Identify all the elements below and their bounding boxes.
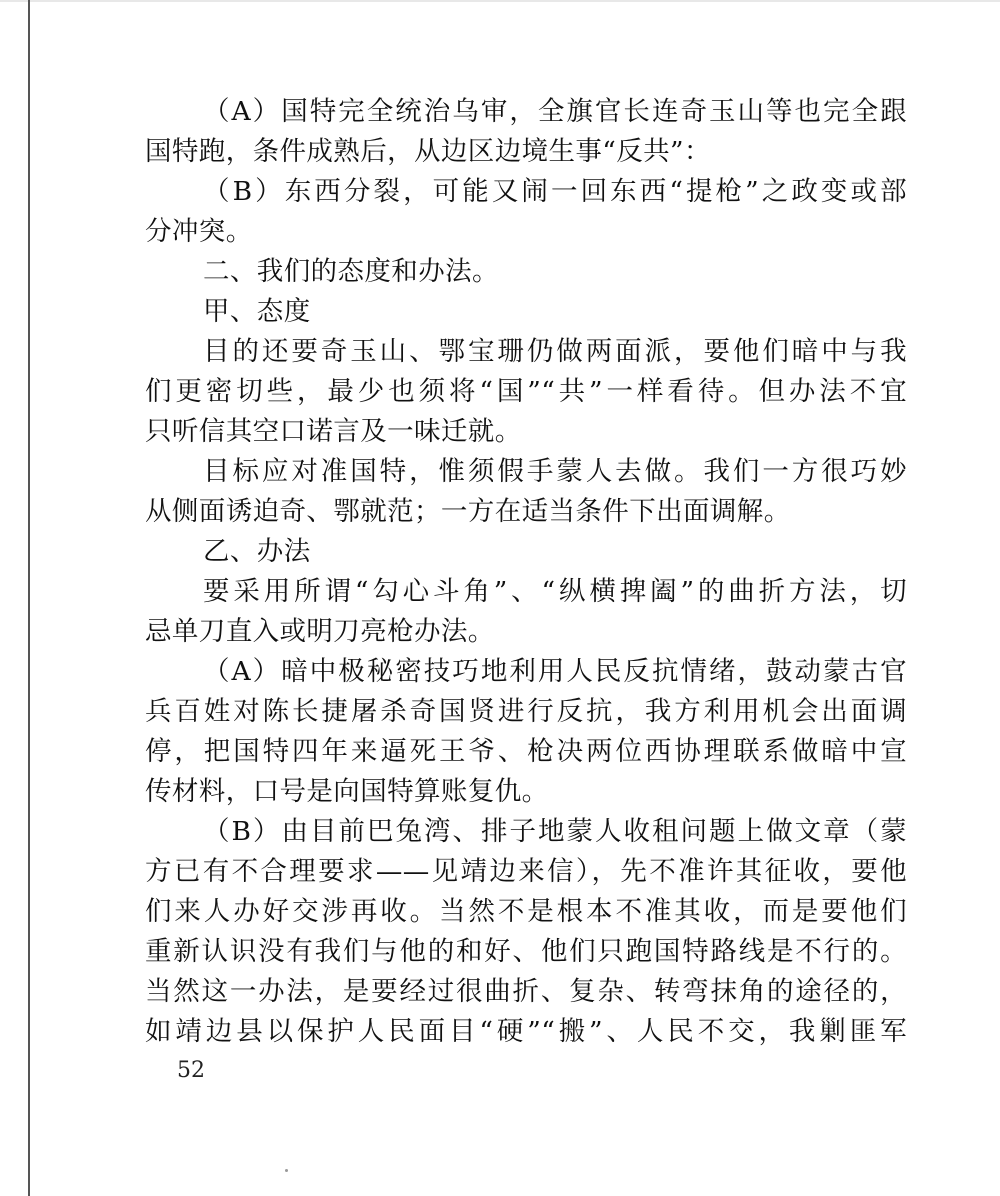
text-line: 传材料，口号是向国特算账复仇。	[145, 776, 549, 807]
text-line: 们来人办好交涉再收。当然不是根本不准其收，而是要他们	[145, 896, 907, 927]
scan-speck	[285, 1169, 288, 1172]
text-line: 要采用所谓“勾心斗角”、“纵横捭阖”的曲折方法，切	[203, 576, 907, 607]
text-line: 目标应对准国特，惟须假手蒙人去做。我们一方很巧妙	[203, 456, 907, 487]
text-line: 重新认识没有我们与他的和好、他们只跑国特路线是不行的。	[145, 936, 907, 967]
book-spine-rule	[28, 0, 30, 1196]
subheading-attitude: 甲、态度	[203, 296, 311, 327]
text-line: 目的还要奇玉山、鄂宝珊仍做两面派，要他们暗中与我	[203, 336, 907, 367]
text-line: 方已有不合理要求——见靖边来信），先不准许其征收，要他	[145, 856, 907, 887]
text-line: 分冲突。	[145, 216, 253, 247]
paragraph-purpose	[145, 332, 907, 452]
text-line: 从侧面诱迫奇、鄂就范；一方在适当条件下出面调解。	[145, 496, 791, 527]
paragraph-b-method	[145, 812, 907, 1052]
text-line: 兵百姓对陈长捷屠杀奇国贤进行反抗，我方利用机会出面调	[145, 696, 907, 727]
text-line: （B）东西分裂，可能又闹一回东西“提枪”之政变或部	[203, 176, 907, 207]
text-line: 只听信其空口诺言及一味迁就。	[145, 416, 522, 447]
text-line: 们更密切些，最少也须将“国”“共”一样看待。但办法不宜	[145, 376, 907, 407]
paragraph-a-scenario	[145, 92, 907, 172]
text-line: 如靖边县以保护人民面目“硬”“搬”、人民不交，我剿匪军	[145, 1016, 907, 1047]
text-line: 国特跑，条件成熟后，从边区边境生事“反共”：	[145, 136, 711, 167]
paragraph-a-method	[145, 652, 907, 812]
subheading-methods: 乙、办法	[203, 536, 311, 567]
paragraph-target	[145, 452, 907, 532]
document-page	[145, 92, 907, 1052]
text-line: 停，把国特四年来逼死王爷、枪决两位西协理联系做暗中宣	[145, 736, 907, 767]
paragraph-method	[145, 572, 907, 652]
text-line: （A）国特完全统治乌审，全旗官长连奇玉山等也完全跟	[203, 96, 907, 127]
text-line: （A）暗中极秘密技巧地利用人民反抗情绪，鼓动蒙古官	[203, 656, 907, 687]
section-heading-attitude-and-methods: 二、我们的态度和办法。	[203, 256, 499, 287]
page-top-edge	[0, 0, 1000, 2]
text-line: 当然这一办法，是要经过很曲折、复杂、转弯抹角的途径的，	[145, 976, 907, 1007]
paragraph-b-scenario	[145, 172, 907, 252]
text-line: 忌单刀直入或明刀亮枪办法。	[145, 616, 495, 647]
page-number: 52	[177, 1058, 205, 1083]
text-line: （B）由目前巴兔湾、排子地蒙人收租问题上做文章（蒙	[203, 816, 907, 847]
